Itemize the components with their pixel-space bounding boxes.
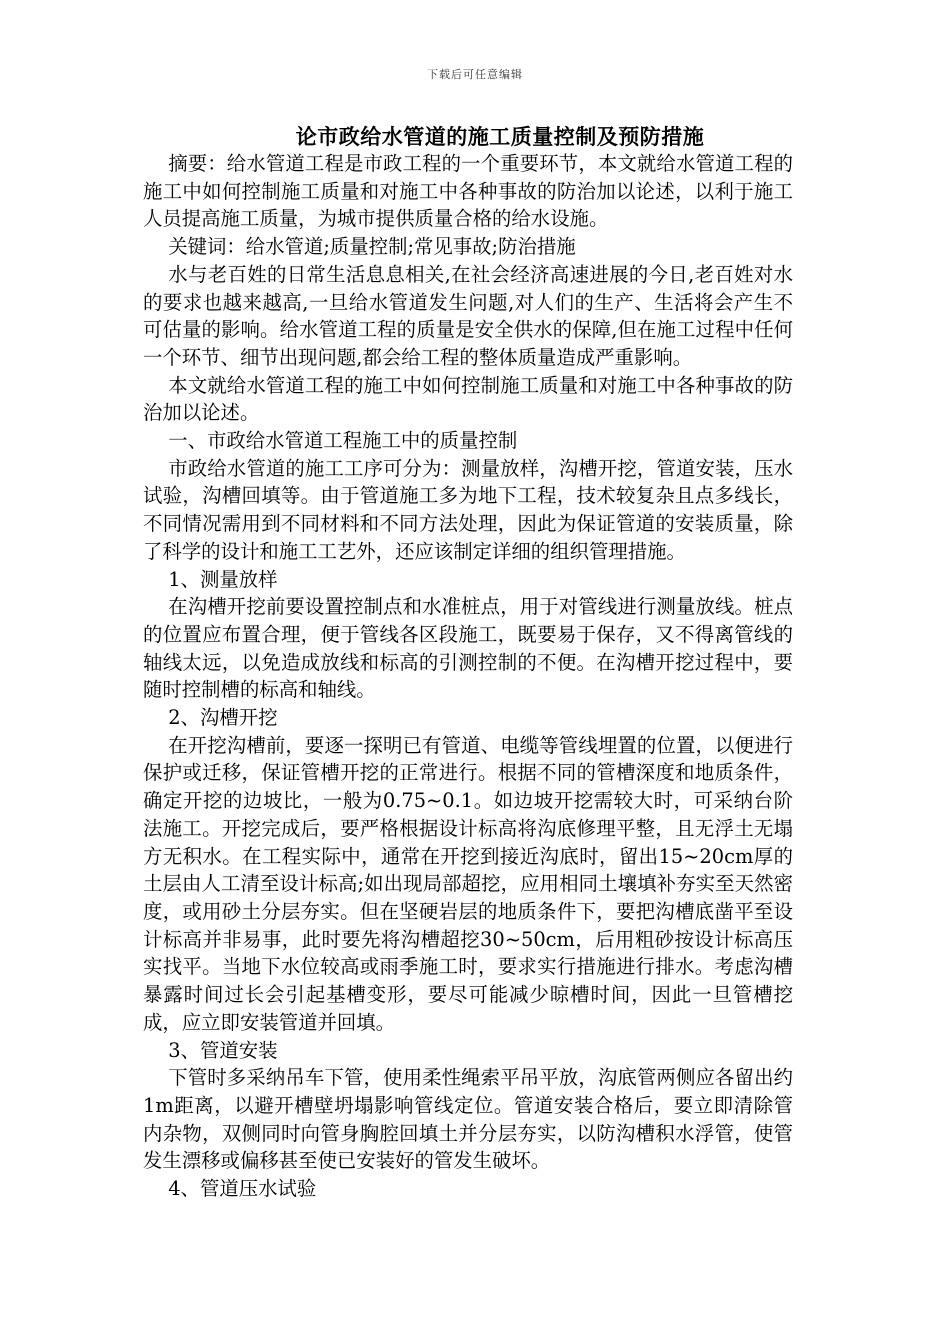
section-heading: 4、管道压水试验 (168, 1177, 317, 1201)
section-heading: 2、沟槽开挖 (168, 706, 278, 730)
header-note: 下载后可任意编辑 (427, 68, 523, 81)
document-title: 论市政给水管道的施工质量控制及预防措施 (295, 124, 705, 149)
paragraph: 水与老百姓的日常生活息息相关,在社会经济高速进展的今日,老百姓对水的要求也越来越高,一旦给水管道发生问题,对人们的生产、生活将会产生不可估量的影响。给水管道工程的质量是安全供水的保障,但在施工过程中任何一个环节、细节出现问题,都会给工程的整体质量造成严重影响。 (143, 262, 793, 369)
paragraph: 在沟槽开挖前要设置控制点和水准桩点，用于对管线进行测量放线。桩点的位置应布置合理，便于管线各区段施工，既要易于保存，又不得离管线的轴线太远，以免造成放线和标高的引测控制的不便。在沟槽开挖过程中，要随时控制槽的标高和轴线。 (143, 595, 793, 702)
paragraph: 在开挖沟槽前，要逐一探明已有管道、电缆等管线埋置的位置，以便进行保护或迁移，保证管槽开挖的正常进行。根据不同的管槽深度和地质条件，确定开挖的边坡比，一般为0.75~0.1。如边坡开挖需较大时，可采纳台阶法施工。开挖完成后，要严格根据设计标高将沟底修理平整，且无浮土无塌方无积水。在工程实际中，通常在开挖到接近沟底时，留出15~20cm厚的土层由人工清至设计标高;如出现局部超挖，应用相同土壤填补夯实至天然密度，或用砂土分层夯实。但在坚硬岩层的地质条件下，要把沟槽底凿平至设计标高并非易事，此时要先将沟槽超挖30~50cm，后用粗砂按设计标高压实找平。当地下水位较高或雨季施工时，要求实行措施进行排水。考虑沟槽暴露时间过长会引起基槽变形，要尽可能减少晾槽时间，因此一旦管槽挖成，应立即安装管道并回填。 (143, 733, 793, 1034)
paragraph: 市政给水管道的施工工序可分为：测量放样，沟槽开挖，管道安装，压水试验，沟槽回填等。由于管道施工多为地下工程，技术较复杂且点多线长，不同情况需用到不同材料和不同方法处理，因此为保证管道的安装质量，除了科学的设计和施工工艺外，还应该制定详细的组织管理措施。 (143, 456, 793, 563)
section-heading: 一、市政给水管道工程施工中的质量控制 (168, 429, 518, 453)
section-heading: 1、测量放样 (168, 567, 278, 591)
paragraph: 摘要：给水管道工程是市政工程的一个重要环节，本文就给水管道工程的施工中如何控制施工质量和对施工中各种事故的防治加以论述，以利于施工人员提高施工质量，为城市提供质量合格的给水设施。 (143, 152, 793, 231)
paragraph: 下管时多采纳吊车下管，使用柔性绳索平吊平放，沟底管两侧应各留出约1m距离，以避开槽壁坍塌影响管线定位。管道安装合格后，要立即清除管内杂物，双侧同时向管身胸腔回填土并分层夯实，以防沟槽积水浮管，使管发生漂移或偏移甚至使已安装好的管发生破坏。 (143, 1066, 793, 1173)
document-body (143, 150, 793, 1203)
section-heading: 3、管道安装 (168, 1038, 278, 1062)
paragraph: 本文就给水管道工程的施工中如何控制施工质量和对施工中各种事故的防治加以论述。 (143, 373, 793, 425)
paragraph: 关键词：给水管道;质量控制;常见事故;防治措施 (168, 235, 576, 259)
